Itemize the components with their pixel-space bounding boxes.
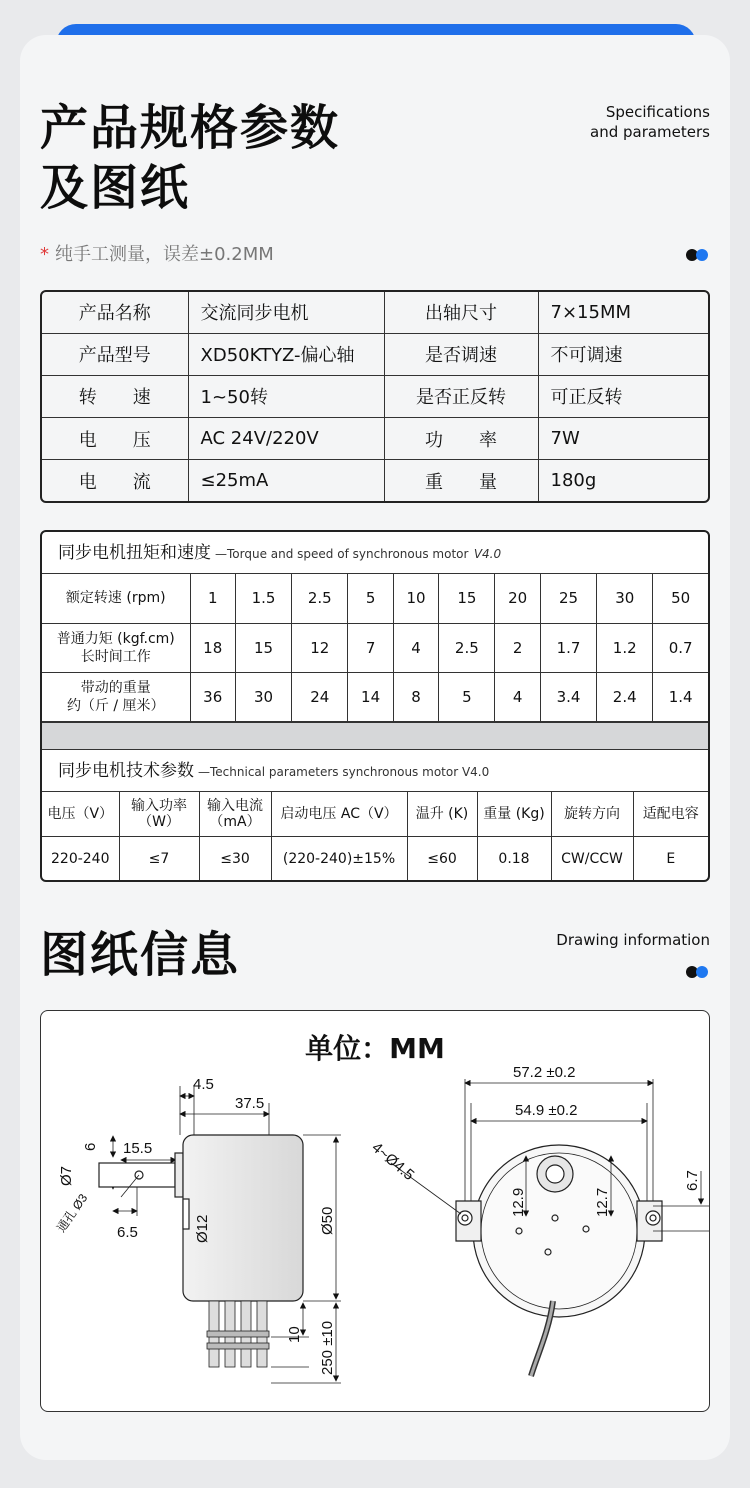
- load-cell: 2.4: [597, 672, 653, 721]
- tech-value: ≤7: [119, 837, 199, 882]
- drawing-title: 图纸信息: [40, 927, 241, 983]
- speed-cell: 50: [653, 574, 708, 623]
- unit-label: 单位：MM: [305, 1032, 445, 1065]
- tech-value: ≤60: [407, 837, 477, 882]
- dim-phi7: Ø7: [58, 1165, 75, 1186]
- dim-6-5: 6.5: [117, 1224, 138, 1241]
- speed-cell: 5: [348, 574, 393, 623]
- dim-phi12: Ø12: [194, 1214, 211, 1243]
- decor-dots-icon: [686, 249, 710, 261]
- speed-label: 额定转速 (rpm): [42, 574, 190, 623]
- load-cell: 1.4: [653, 672, 708, 721]
- load-cell: 14: [348, 672, 393, 721]
- dim-57-2: 57.2 ±0.2: [513, 1064, 576, 1081]
- speed-cell: 1.5: [235, 574, 291, 623]
- torque-table: [42, 574, 708, 722]
- spec-value: 交流同步电机: [188, 292, 384, 333]
- technical-drawing: [40, 1010, 710, 1412]
- dim-15-5: 15.5: [123, 1140, 153, 1157]
- torque-label: 普通力矩 (kgf.cm) 长时间工作: [42, 623, 190, 672]
- spec-key: 转 速: [42, 375, 188, 417]
- torque-cell: 2.5: [439, 623, 495, 672]
- spec-key: 是否调速: [384, 333, 538, 375]
- spec-value: 7×15MM: [538, 292, 708, 333]
- tech-value: (220-240)±15%: [271, 837, 407, 882]
- dim-10: 10: [286, 1326, 303, 1343]
- torque-tech-panel: [40, 530, 710, 882]
- tech-header: 适配电容: [633, 792, 708, 837]
- speed-cell: 25: [540, 574, 596, 623]
- drawing-english: Drawing information: [556, 931, 710, 949]
- tech-header: 重量 (Kg): [477, 792, 551, 837]
- english-subtitle: Specifications and parameters: [590, 103, 710, 141]
- measurement-note: * 纯手工测量，误差±0.2MM: [40, 244, 274, 265]
- torque-cell: 15: [235, 623, 291, 672]
- page-title-line2: 及图纸: [40, 160, 191, 216]
- torque-section-title: 同步电机扭矩和速度 —Torque and speed of synchronous motor V4.0: [42, 532, 708, 574]
- dim-phi50: Ø50: [319, 1206, 336, 1235]
- dim-hole: 通孔 Ø3: [53, 1191, 91, 1235]
- motor-drawing-svg: [41, 1011, 710, 1412]
- spec-key: 功 率: [384, 418, 538, 460]
- spec-row: [42, 375, 708, 417]
- dim-54-9: 54.9 ±0.2: [515, 1102, 578, 1119]
- tech-header: 电压（V）: [42, 792, 119, 837]
- dim-6-7: 6.7: [684, 1170, 701, 1191]
- spec-value: 180g: [538, 460, 708, 501]
- spec-value: AC 24V/220V: [188, 418, 384, 460]
- spec-key: 是否正反转: [384, 375, 538, 417]
- tech-value: E: [633, 837, 708, 882]
- dim-250: 250 ±10: [319, 1320, 336, 1375]
- tech-header: 温升 (K): [407, 792, 477, 837]
- torque-cell: 1.2: [597, 623, 653, 672]
- torque-cell: 1.7: [540, 623, 596, 672]
- spec-value: 7W: [538, 418, 708, 460]
- spec-key: 电 流: [42, 460, 188, 501]
- load-cell: 3.4: [540, 672, 596, 721]
- spec-key: 产品名称: [42, 292, 188, 333]
- load-cell: 5: [439, 672, 495, 721]
- spec-value: ≤25mA: [188, 460, 384, 501]
- load-cell: 36: [190, 672, 235, 721]
- spec-row: [42, 418, 708, 460]
- spec-key: 出轴尺寸: [384, 292, 538, 333]
- spec-row: [42, 460, 708, 501]
- dim-12-7: 12.7: [594, 1187, 611, 1217]
- spec-table: [40, 290, 710, 503]
- spec-row: [42, 292, 708, 333]
- spec-value: 可正反转: [538, 375, 708, 417]
- speed-cell: 1: [190, 574, 235, 623]
- spec-row: [42, 333, 708, 375]
- spec-value: XD50KTYZ-偏心轴: [188, 333, 384, 375]
- front-view: [391, 1079, 709, 1376]
- page-title-line1: 产品规格参数: [40, 100, 341, 156]
- spec-key: 重 量: [384, 460, 538, 501]
- speed-cell: 2.5: [292, 574, 348, 623]
- speed-cell: 15: [439, 574, 495, 623]
- tech-section-title: 同步电机技术参数 —Technical parameters synchronous motor V4.0: [42, 750, 708, 792]
- tech-value: 0.18: [477, 837, 551, 882]
- load-label: 带动的重量 约（斤 / 厘米）: [42, 672, 190, 721]
- tech-value: 220-240: [42, 837, 119, 882]
- dim-4-5: 4.5: [193, 1076, 214, 1093]
- tech-header: 输入电流 （mA）: [199, 792, 271, 837]
- load-cell: 8: [393, 672, 438, 721]
- tech-header: 启动电压 AC（V）: [271, 792, 407, 837]
- torque-cell: 4: [393, 623, 438, 672]
- tech-table: [42, 792, 708, 882]
- load-cell: 4: [495, 672, 540, 721]
- spec-value: 不可调速: [538, 333, 708, 375]
- tech-value: CW/CCW: [551, 837, 633, 882]
- speed-cell: 30: [597, 574, 653, 623]
- dim-37-5: 37.5: [235, 1095, 265, 1112]
- decor-dots-icon: [686, 966, 710, 978]
- torque-cell: 0.7: [653, 623, 708, 672]
- speed-cell: 20: [495, 574, 540, 623]
- load-cell: 24: [292, 672, 348, 721]
- torque-cell: 2: [495, 623, 540, 672]
- dim-6: 6: [82, 1142, 99, 1151]
- speed-cell: 10: [393, 574, 438, 623]
- divider-bar: [42, 722, 708, 750]
- tech-header: 输入功率 （W）: [119, 792, 199, 837]
- load-cell: 30: [235, 672, 291, 721]
- spec-key: 电 压: [42, 418, 188, 460]
- spec-key: 产品型号: [42, 333, 188, 375]
- spec-value: 1~50转: [188, 375, 384, 417]
- tech-header: 旋转方向: [551, 792, 633, 837]
- dim-12-9: 12.9: [510, 1187, 527, 1217]
- torque-cell: 7: [348, 623, 393, 672]
- dim-holes: 4~Ø4.5: [368, 1139, 418, 1184]
- tech-value: ≤30: [199, 837, 271, 882]
- torque-cell: 12: [292, 623, 348, 672]
- torque-cell: 18: [190, 623, 235, 672]
